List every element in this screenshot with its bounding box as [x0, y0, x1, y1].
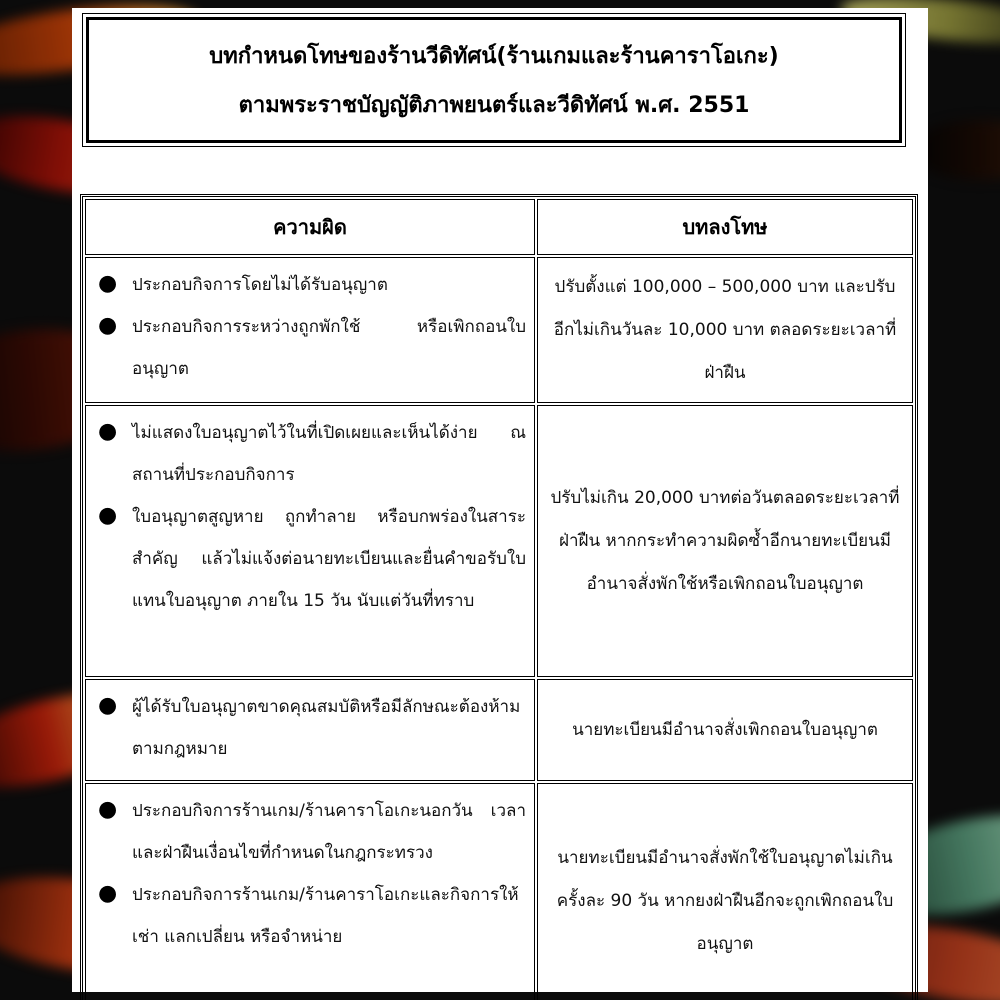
bullet-icon: ●: [98, 419, 118, 444]
offense-item: [98, 496, 526, 622]
table-row: [85, 679, 913, 781]
offense-text: ไม่แสดงใบอนุญาตไว้ในที่เปิดเผยและเห็นได้ง่าย ณ สถานที่ประกอบกิจการ: [132, 423, 526, 485]
offense-text: ประกอบกิจการร้านเกม/ร้านคาราโอเกะและกิจการให้เช่า แลกเปลี่ยน หรือจำหน่าย: [132, 885, 519, 947]
title-box: [82, 13, 906, 147]
offense-cell: [85, 405, 535, 677]
offense-item: [98, 264, 526, 306]
bullet-icon: ●: [98, 693, 118, 718]
bullet-icon: ●: [98, 503, 118, 528]
offense-item: [98, 686, 526, 770]
offense-item: [98, 790, 526, 874]
penalty-cell: นายทะเบียนมีอำนาจสั่งพักใช้ใบอนุญาตไม่เกินครั้งละ 90 วัน หากยงฝ่าฝืนอีกจะถูกเพิกถอนใบอนุญาต: [537, 783, 913, 1000]
table-row: [85, 257, 913, 403]
offense-item: [98, 412, 526, 496]
offense-column-header: ความผิด: [85, 199, 535, 255]
offense-text: ประกอบกิจการระหว่างถูกพักใช้ หรือเพิกถอนใบอนุญาต: [132, 317, 526, 379]
penalty-cell: นายทะเบียนมีอำนาจสั่งเพิกถอนใบอนุญาต: [537, 679, 913, 781]
title-frame: [86, 17, 902, 143]
offense-text: ประกอบกิจการโดยไม่ได้รับอนุญาต: [132, 275, 388, 295]
document-page: [72, 8, 928, 992]
table-header-row: [85, 199, 913, 255]
table-row: [85, 405, 913, 677]
page-subtitle: ตามพระราชบัญญัติภาพยนตร์และวีดิทัศน์ พ.ศ. 2551: [238, 93, 750, 118]
bullet-icon: ●: [98, 271, 118, 296]
bullet-icon: ●: [98, 313, 118, 338]
offense-text: ผู้ได้รับใบอนุญาตขาดคุณสมบัติหรือมีลักษณะต้องห้ามตามกฎหมาย: [132, 697, 521, 759]
offense-cell: [85, 257, 535, 403]
page-title: บทกำหนดโทษของร้านวีดิทัศน์(ร้านเกมและร้านคาราโอเกะ): [209, 44, 779, 69]
offense-cell: [85, 783, 535, 1000]
offense-cell: [85, 679, 535, 781]
table-row: [85, 783, 913, 1000]
bullet-icon: ●: [98, 797, 118, 822]
penalty-cell: ปรับไม่เกิน 20,000 บาทต่อวันตลอดระยะเวลาที่ฝ่าฝืน หากกระทำความผิดซ้ำอีกนายทะเบียนมีอำนาจสั่งพักใช้หรือเพิกถอนใบอนุญาต: [537, 405, 913, 677]
offense-item: [98, 306, 526, 390]
penalty-cell: ปรับตั้งแต่ 100,000 – 500,000 บาท และปรับอีกไม่เกินวันละ 10,000 บาท ตลอดระยะเวลาที่ฝ่าฝืน: [537, 257, 913, 403]
penalty-column-header: บทลงโทษ: [537, 199, 913, 255]
offense-text: ประกอบกิจการร้านเกม/ร้านคาราโอเกะนอกวัน เวลา และฝ่าฝืนเงื่อนไขที่กำหนดในกฎกระทรวง: [132, 801, 526, 863]
offense-text: ใบอนุญาตสูญหาย ถูกทำลาย หรือบกพร่องในสาระสำคัญ แล้วไม่แจ้งต่อนายทะเบียนและยื่นคำขอรับใบแทนใบอนุญาต ภายใน 15 วัน นับแต่วันที่ทราบ: [132, 507, 526, 611]
bullet-icon: ●: [98, 881, 118, 906]
penalty-table: [80, 194, 918, 1000]
offense-item: [98, 874, 526, 958]
